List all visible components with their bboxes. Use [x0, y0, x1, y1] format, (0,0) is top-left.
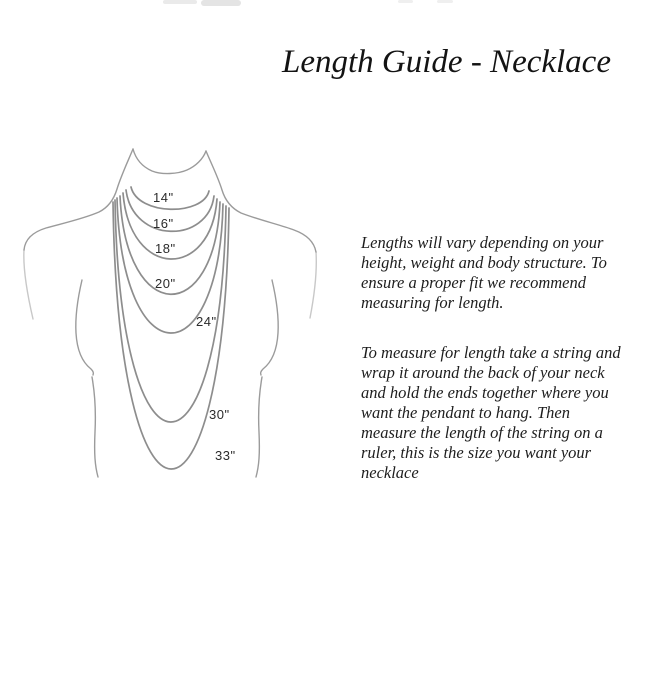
right-breast-curve: [261, 280, 279, 375]
text-line: height, weight and body structure. To: [361, 253, 607, 272]
text-line: ensure a proper fit we recommend: [361, 273, 586, 292]
page-title: Length Guide - Necklace: [282, 44, 611, 80]
text-line: necklace: [361, 463, 419, 482]
left-arm-line: [24, 250, 33, 319]
scan-artifact: [398, 0, 413, 3]
text-line: measure the length of the string on a: [361, 423, 603, 442]
left-torso-line: [92, 377, 98, 477]
chin-curve: [133, 149, 206, 174]
text-line: Lengths will vary depending on your: [361, 233, 604, 252]
necklace-label-18: 18": [155, 241, 176, 256]
text-line: and hold the ends together where you: [361, 383, 609, 402]
right-torso-line: [256, 377, 262, 477]
text-line: To measure for length take a string and: [361, 343, 621, 362]
scan-artifact: [163, 0, 197, 4]
necklace-label-30: 30": [209, 407, 230, 422]
intro-paragraph: [361, 233, 661, 313]
necklace-label-33: 33": [215, 448, 236, 463]
necklace-label-16: 16": [153, 216, 174, 231]
scan-artifact: [201, 0, 241, 6]
text-line: ruler, this is the size you want your: [361, 443, 592, 462]
right-neck-shoulder-line: [206, 151, 316, 252]
scan-artifact: [437, 0, 453, 3]
scan-artifacts: [163, 0, 453, 6]
measure-instructions-paragraph: [361, 343, 661, 483]
guide-text-column: [361, 233, 661, 483]
necklace-curve-30: [115, 200, 226, 422]
necklace-label-14: 14": [153, 190, 174, 205]
text-line: measuring for length.: [361, 293, 504, 312]
necklace-label-24: 24": [196, 314, 217, 329]
necklace-label-20: 20": [155, 276, 176, 291]
right-arm-line: [310, 252, 316, 318]
left-breast-curve: [76, 280, 94, 375]
text-line: want the pendant to hang. Then: [361, 403, 570, 422]
text-line: wrap it around the back of your neck: [361, 363, 605, 382]
